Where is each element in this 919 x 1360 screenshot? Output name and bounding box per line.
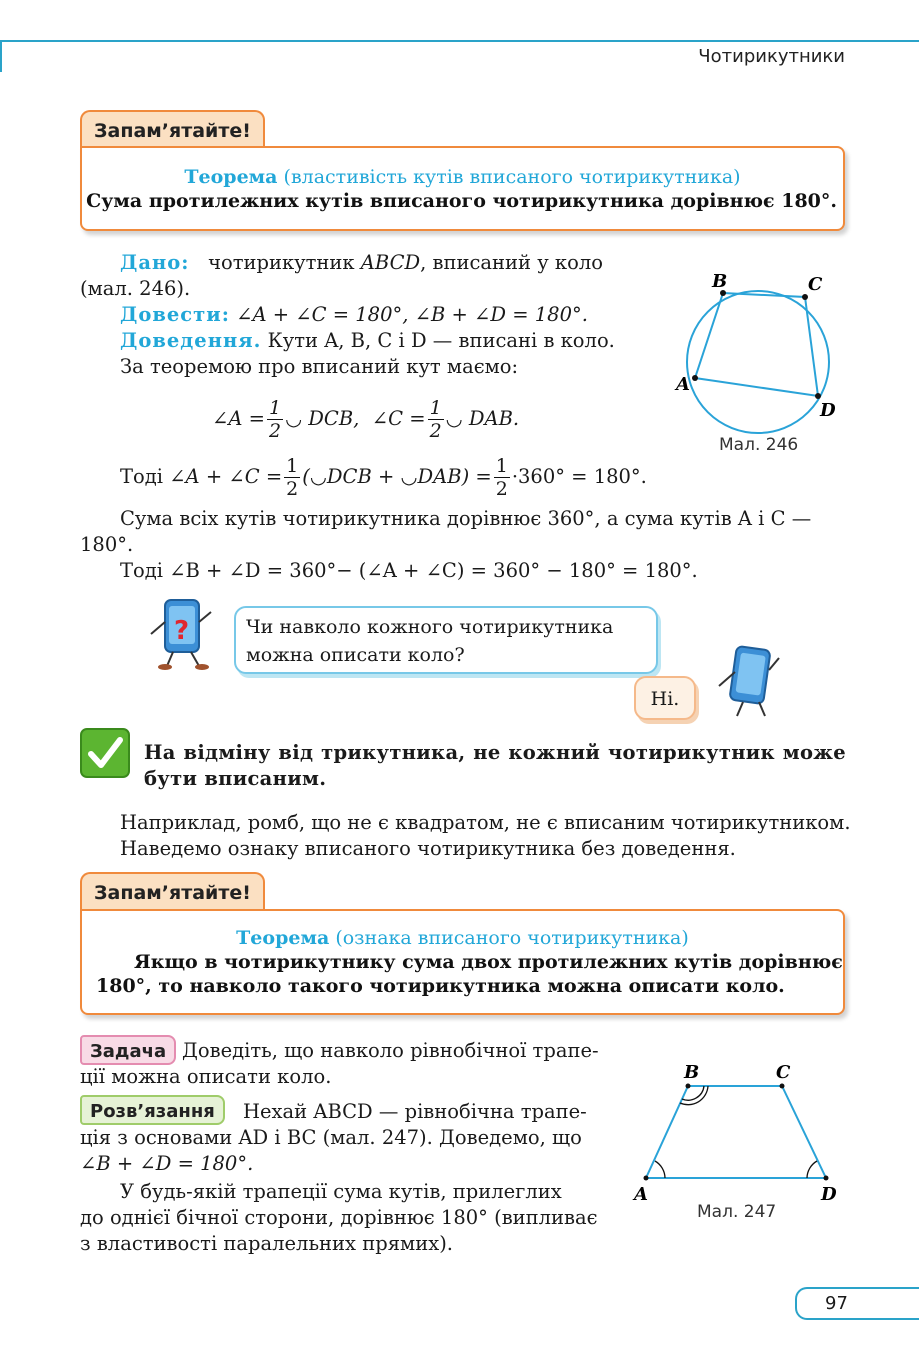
solution-line-5: до однієї бічної сторони, дорівнює 180° (випливає xyxy=(80,1206,598,1229)
figure-247 xyxy=(630,1058,845,1208)
vertex-b-label: B xyxy=(712,271,728,292)
figure-247-caption: Мал. 247 xyxy=(697,1202,777,1222)
solution-line-6: з властивості паралельних прямих). xyxy=(80,1232,453,1255)
solution-line-2: ція з основами AD і BC (мал. 247). Доведемо, що xyxy=(80,1126,582,1149)
checkmark-icon xyxy=(80,728,130,778)
vertex-a-label: A xyxy=(676,374,690,395)
task-label: Задача xyxy=(80,1035,176,1065)
trapezoid-abcd xyxy=(646,1086,826,1178)
formula-1: ∠A = $\frac{1}{2}$ ◡ DCB, ∠C = $\frac{1}{2}$ ◡ DAB. xyxy=(212,397,520,442)
vertex-c-label-247: C xyxy=(776,1062,791,1083)
figure-246-caption: Мал. 246 xyxy=(719,435,799,455)
given-ref: (мал. 246). xyxy=(80,277,191,300)
question-bubble: Чи навколо кожного чотирикутника можна описати коло? xyxy=(234,606,658,674)
vertex-d-label-247: D xyxy=(821,1184,837,1205)
solution-line-4: У будь-якій трапеції сума кутів, прилеглих xyxy=(120,1180,562,1203)
paragraph-line-1: Наприклад, ромб, що не є квадратом, не є вписаним чотирикутником. xyxy=(120,811,851,834)
question-mark-icon: ? xyxy=(174,616,190,646)
theorem-box xyxy=(80,146,845,231)
proof-line: Доведення. Кути A, B, C і D — вписані в коло. xyxy=(120,329,615,352)
proof-line-2: За теоремою про вписаний кут маємо: xyxy=(120,355,519,378)
vertex-b-label-247: B xyxy=(684,1062,700,1083)
sum-line-2: 180°. xyxy=(80,533,134,556)
theorem-title: Теорема (властивість кутів вписаного чотирикутника) xyxy=(184,166,741,188)
remember-tab-2: Запам’ятайте! xyxy=(80,872,265,910)
page-number: 97 xyxy=(795,1287,919,1320)
sum-line-3: Тоді ∠B + ∠D = 360°− (∠A + ∠C) = 360° − 180° = 180°. xyxy=(120,559,698,582)
remember-tab: Запам’ятайте! xyxy=(80,110,265,148)
solution-line-1: Нехай ABCD — рівнобічна трапе- xyxy=(243,1100,587,1123)
answer-bubble: Ні. xyxy=(634,676,696,720)
theorem-statement: Сума протилежних кутів вписаного чотирикутника дорівнює 180°. xyxy=(86,190,837,212)
quadrilateral-abcd xyxy=(695,293,818,396)
phone-character-right xyxy=(715,640,790,722)
prove-line: Довести: ∠A + ∠C = 180°, ∠B + ∠D = 180°. xyxy=(120,303,588,326)
vertex-c-label: C xyxy=(808,274,823,295)
sum-line-1: Сума всіх кутів чотирикутника дорівнює 360°, а сума кутів A і C — xyxy=(120,507,812,530)
solution-label: Розв’язання xyxy=(80,1095,225,1125)
paragraph-line-2: Наведемо ознаку вписаного чотирикутника без доведення. xyxy=(120,837,736,860)
theorem-2-line-1: Якщо в чотирикутнику сума двох протилежних кутів дорівнює xyxy=(134,951,843,973)
vertex-a-label-247: A xyxy=(634,1184,648,1205)
task-line-2: ції можна описати коло. xyxy=(80,1065,332,1088)
solution-line-3: ∠B + ∠D = 180°. xyxy=(80,1152,254,1175)
theorem-2-title: Теорема (ознака вписаного чотирикутника) xyxy=(236,927,689,949)
task-line-1: Доведіть, що навколо рівнобічної трапе- xyxy=(182,1039,599,1062)
vertex-d-label: D xyxy=(820,400,836,421)
note-text: На відміну від трикутника, не кожний чотирикутник може бути вписаним. xyxy=(144,741,846,790)
figure-246 xyxy=(668,262,848,462)
theorem-box-2 xyxy=(80,909,845,1015)
theorem-2-line-2: 180°, то навколо такого чотирикутника можна описати коло. xyxy=(96,975,785,997)
phone-character-left xyxy=(145,592,220,672)
formula-2: Тоді ∠A + ∠C = $\frac{1}{2}$ (◡DCB + ◡DAB) = $\frac{1}{2}$ ·360° = 180°. xyxy=(120,455,647,500)
running-header-title: Чотирикутники xyxy=(698,46,845,67)
given-line: Дано: чотирикутник ABCD, вписаний у коло xyxy=(120,251,603,274)
